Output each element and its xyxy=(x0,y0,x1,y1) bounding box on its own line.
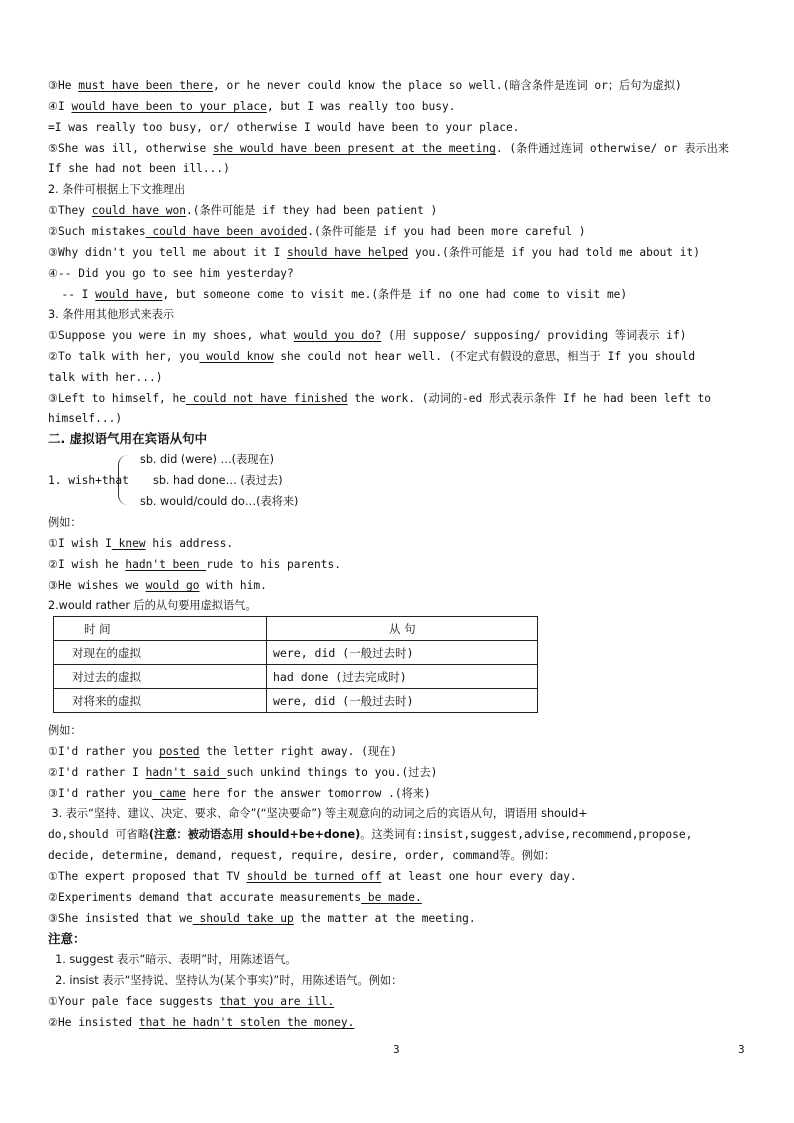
text: ③I'd rather you xyxy=(48,787,153,800)
table-cell: 对过去的虚拟 xyxy=(54,665,267,689)
page-number: 3 xyxy=(393,1043,400,1056)
text: , or he never could know the place so well.(暗含条件是连词 or；后句为虚拟) xyxy=(212,79,682,92)
text: 。这类词有:insist,suggest,advise,recommend,propose, xyxy=(360,828,693,841)
formula-line: sb. would/could do…(表将来) xyxy=(140,495,299,508)
text: ①Suppose you were in my shoes, what xyxy=(48,329,294,342)
text: at least one hour every day. xyxy=(381,870,577,883)
underlined-text: hadn't said xyxy=(145,766,227,779)
underlined-text: be made. xyxy=(361,891,422,904)
text: do,should 可省略 xyxy=(48,828,149,841)
text: ②I'd rather I xyxy=(48,766,146,779)
example-line: ④-- Did you go to see him yesterday? xyxy=(48,267,294,280)
underlined-text: hadn't been xyxy=(125,558,207,571)
text: ⑤She was ill, otherwise xyxy=(48,142,213,155)
example-line xyxy=(48,745,397,759)
text: (用 suppose/ supposing/ providing 等词表示 if) xyxy=(381,329,687,342)
example-line xyxy=(48,204,437,218)
example-line xyxy=(48,787,431,801)
example-line xyxy=(48,79,682,93)
example-line xyxy=(48,912,476,926)
section-title: 二. 虚拟语气用在宾语从句中 xyxy=(48,431,208,446)
example-label: 例如： xyxy=(48,516,82,529)
example-line xyxy=(48,142,729,156)
example-line: If she had not been ill...) xyxy=(48,162,230,175)
underlined-text: would go xyxy=(145,579,200,592)
text: ②Such mistakes xyxy=(48,225,146,238)
example-line: =I was really too busy, or/ otherwise I would have been to your place. xyxy=(48,121,520,134)
example-line xyxy=(48,1016,354,1030)
example-line xyxy=(48,329,687,343)
text: the matter at the meeting. xyxy=(293,912,476,925)
text: ③He wishes we xyxy=(48,579,146,592)
text: , but I was really too busy. xyxy=(266,100,456,113)
underlined-text: would have been to your place xyxy=(71,100,267,113)
underlined-text: could not have finished xyxy=(186,392,348,405)
text: -- I xyxy=(48,288,96,301)
table-cell: 对现在的虚拟 xyxy=(54,641,267,665)
text: ③She insisted that we xyxy=(48,912,193,925)
underlined-text: must have been there xyxy=(78,79,213,92)
text: ①Your pale face suggests xyxy=(48,995,220,1008)
underlined-text: should be turned off xyxy=(246,870,382,883)
section-heading: 2. 条件可根据上下文推理出 xyxy=(48,183,186,196)
text: such unkind things to you.(过去) xyxy=(226,766,438,779)
text: ③He xyxy=(48,79,79,92)
example-line: talk with her...) xyxy=(48,371,163,384)
note-line: 1. suggest 表示“暗示、表明”时，用陈述语气。 xyxy=(48,953,297,966)
underlined-text: should take up xyxy=(192,912,294,925)
example-line xyxy=(48,288,627,302)
underlined-text: should have helped xyxy=(287,246,409,259)
table-row xyxy=(54,641,538,665)
text: .(条件可能是 if they had been patient ) xyxy=(186,204,438,217)
table-cell: 对将来的虚拟 xyxy=(54,689,267,713)
text: ②To talk with her, you xyxy=(48,350,200,363)
text: the work. (动词的-ed 形式表示条件 If he had been left to xyxy=(347,392,712,405)
text: she could not hear well. (不定式有假设的意思，相当于 If you should xyxy=(273,350,696,363)
example-line xyxy=(48,392,711,406)
underlined-text: would have xyxy=(95,288,163,301)
text: ①I'd rather you xyxy=(48,745,160,758)
bold-note: (注意：被动语态用 should+be+done) xyxy=(148,828,361,841)
table-row xyxy=(54,665,538,689)
page-number: 3 xyxy=(738,1043,745,1056)
underlined-text: knew xyxy=(111,537,146,550)
formula-line: sb. did (were) …(表现在) xyxy=(140,453,274,466)
underlined-text: posted xyxy=(159,745,200,758)
text: .(条件可能是 if you had been more careful ) xyxy=(307,225,586,238)
example-line xyxy=(48,766,437,780)
underlined-text: that he hadn't stolen the money. xyxy=(138,1016,355,1029)
section-heading: 2.would rather 后的从句要用虚拟语气。 xyxy=(48,599,257,612)
underlined-text: that you are ill. xyxy=(219,995,335,1008)
table-cell: were, did (一般过去时) xyxy=(267,689,538,713)
text: rude to his parents. xyxy=(206,558,341,571)
text: the letter right away. (现在) xyxy=(199,745,397,758)
example-line xyxy=(48,995,334,1009)
example-line xyxy=(48,225,585,239)
rule-paragraph xyxy=(48,828,692,842)
example-line: himself...) xyxy=(48,412,123,425)
example-line xyxy=(48,558,341,572)
text: ③Left to himself, he xyxy=(48,392,187,405)
example-line xyxy=(48,537,233,551)
underlined-text: would know xyxy=(199,350,274,363)
section-heading: 3. 条件用其他形式来表示 xyxy=(48,308,175,321)
example-line xyxy=(48,870,577,884)
underlined-text: she would have been present at the meeting xyxy=(212,142,496,155)
formula-label: 1. wish+that xyxy=(48,474,129,487)
text: here for the answer tomorrow .(将来) xyxy=(186,787,431,800)
table-cell: had done (过去完成时) xyxy=(267,665,538,689)
rule-paragraph: 3. 表示“坚持、建议、决定、要求、命令”(“坚决要命”) 等主观意向的动词之后的宾语从句，谓语用 should+ xyxy=(48,807,588,820)
tense-table xyxy=(53,616,538,713)
text: you.(条件可能是 if you had told me about it) xyxy=(408,246,700,259)
underlined-text: would you do? xyxy=(293,329,382,342)
table-header-row xyxy=(54,617,538,641)
text: his address. xyxy=(145,537,234,550)
text: ③Why didn't you tell me about it I xyxy=(48,246,288,259)
text: ②He insisted xyxy=(48,1016,139,1029)
underlined-text: could have won xyxy=(91,204,187,217)
table-row xyxy=(54,689,538,713)
example-label: 例如： xyxy=(48,724,82,737)
underlined-text: could have been avoided xyxy=(145,225,308,238)
underlined-text: came xyxy=(152,787,187,800)
text: . (条件通过连词 otherwise/ or 表示出来 xyxy=(495,142,729,155)
text: , but someone come to visit me.(条件是 if no one had come to visit me) xyxy=(162,288,628,301)
example-line xyxy=(48,246,700,260)
note-heading: 注意： xyxy=(48,931,86,946)
table-cell: were, did (一般过去时) xyxy=(267,641,538,665)
text: ①I wish I xyxy=(48,537,112,550)
text: ①The expert proposed that TV xyxy=(48,870,247,883)
note-line: 2. insist 表示“坚持说、坚持认为(某个事实)”时，用陈述语气。例如： xyxy=(48,974,403,987)
text: with him. xyxy=(199,579,267,592)
formula-line: sb. had done… (表过去) xyxy=(153,474,283,487)
text: ②I wish he xyxy=(48,558,126,571)
table-header-cell: 从 句 xyxy=(267,617,538,641)
example-line xyxy=(48,100,455,114)
text: ②Experiments demand that accurate measurements xyxy=(48,891,362,904)
text: ①They xyxy=(48,204,92,217)
table-header-cell: 时 间 xyxy=(54,617,267,641)
example-line xyxy=(48,350,695,364)
rule-paragraph: decide, determine, demand, request, require, desire, order, command等。例如： xyxy=(48,849,556,862)
text: ④I xyxy=(48,100,72,113)
example-line xyxy=(48,579,267,593)
example-line xyxy=(48,891,422,905)
